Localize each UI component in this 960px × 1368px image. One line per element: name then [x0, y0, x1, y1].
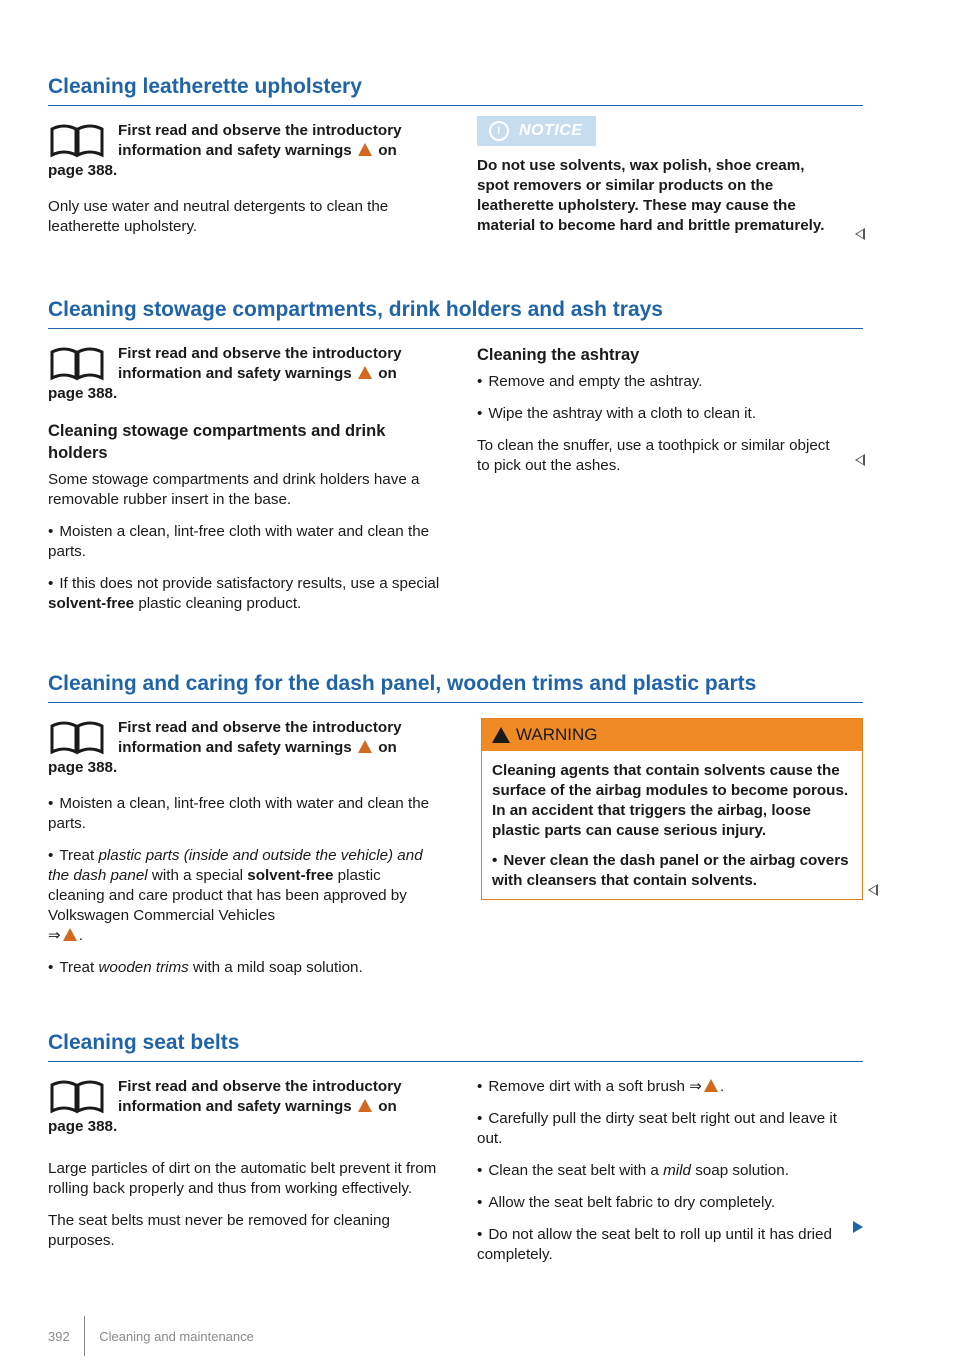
intro-line-2: information and safety warnings [118, 1098, 352, 1115]
list-item [48, 522, 440, 562]
intro-line-2: information and safety warnings [118, 365, 352, 382]
intro-on: on [378, 1098, 397, 1115]
list-item [477, 1193, 865, 1213]
bullet-text: plastic cleaning product. [138, 595, 302, 612]
bullet-text: If this does not provide satisfactory results, use a special [59, 575, 440, 592]
reference-arrow-icon[interactable]: ⇒ [689, 1078, 702, 1095]
intro-on: on [378, 739, 397, 756]
subheading-ashtray: Cleaning the ashtray [477, 346, 640, 364]
warning-label: WARNING [516, 725, 598, 744]
sec2-right-column [477, 344, 865, 488]
bullet-text: Moisten a clean, lint-free cloth with water and clean the parts. [48, 795, 430, 832]
bullet: • [492, 852, 498, 869]
notice-label: NOTICE [519, 122, 583, 139]
bullet-text: with a special [151, 867, 244, 884]
bullet: • [477, 405, 483, 422]
bullet: • [48, 847, 54, 864]
bullet-bold: solvent-free [48, 595, 135, 612]
warning-box [481, 718, 863, 900]
bullet: • [477, 1162, 483, 1179]
bullet: • [477, 373, 483, 390]
list-item [477, 1225, 865, 1265]
list-item [477, 1077, 865, 1097]
page-number: 392 [48, 1328, 70, 1344]
footer-divider [84, 1316, 86, 1356]
bullet: • [48, 795, 54, 812]
sec4-para-2: The seat belts must never be removed for cleaning purposes. [48, 1212, 390, 1249]
end-of-section-icon [855, 454, 865, 466]
notice-badge [477, 116, 596, 146]
book-icon [48, 720, 106, 756]
period: . [78, 927, 83, 944]
sec1-left-column [48, 121, 440, 249]
info-circle-icon: ! [489, 121, 509, 141]
sec4-right-column [477, 1077, 865, 1277]
list-item [48, 794, 440, 834]
bullet: • [477, 1078, 483, 1095]
sec1-text: Only use water and neutral detergents to clean the leatherette upholstery. [48, 198, 389, 235]
intro-on: on [378, 365, 397, 382]
intro-line-1: First read and observe the introductory [118, 1078, 402, 1095]
bullet-text: Clean the seat belt with a [488, 1162, 659, 1179]
warning-triangle-icon [358, 143, 372, 156]
bullet: • [48, 523, 54, 540]
list-item [477, 1161, 865, 1181]
intro-note [48, 1077, 440, 1137]
notice-text: Do not use solvents, wax polish, shoe cream, spot removers or similar products on the leatherette upholstery. These may cause the material to become hard and brittle prematurely. [477, 157, 825, 234]
list-item [477, 372, 865, 392]
book-icon [48, 346, 106, 382]
intro-page-link[interactable]: page 388. [48, 1118, 118, 1135]
bullet: • [48, 575, 54, 592]
warning-header [482, 719, 862, 751]
bullet-text: Remove and empty the ashtray. [488, 373, 703, 390]
intro-page-link[interactable]: page 388. [48, 759, 118, 776]
bullet-text: Do not allow the seat belt to roll up until it has dried completely. [477, 1226, 832, 1263]
footer-section-name: Cleaning and maintenance [99, 1328, 254, 1344]
section-title-leatherette: Cleaning leatherette upholstery [48, 74, 863, 106]
page-footer [48, 1316, 254, 1356]
bullet-text: Remove dirt with a soft brush [488, 1078, 686, 1095]
list-item [48, 574, 440, 614]
intro-note [48, 344, 440, 404]
bullet-text: Wipe the ashtray with a cloth to clean it. [488, 405, 756, 422]
warning-para: Cleaning agents that contain solvents cause the surface of the airbag modules to become porous. In an accident that triggers the airbag, loose plastic parts can cause serious injury. [492, 762, 849, 839]
bullet: • [477, 1110, 483, 1127]
bullet-text: with a mild soap solution. [193, 959, 363, 976]
intro-page-link[interactable]: page 388. [48, 162, 118, 179]
intro-note [48, 121, 440, 181]
end-of-section-icon [868, 884, 878, 896]
bullet-text: soap solution. [695, 1162, 789, 1179]
warning-body [482, 751, 862, 899]
bullet-italic: wooden trims [98, 959, 189, 976]
end-of-section-icon [855, 228, 865, 240]
subheading-stowage: Cleaning stowage compartments and drink holders [48, 422, 386, 462]
bullet-text: plastic cleaning and care product that has been approved by Volkswagen Commercial Vehicles [48, 867, 407, 924]
book-icon [48, 123, 106, 159]
sec3-left-column [48, 718, 440, 990]
warning-triangle-icon [492, 727, 510, 743]
sec2-para-2: To clean the snuffer, use a toothpick or similar object to pick out the ashes. [477, 437, 830, 474]
sec4-left-column [48, 1077, 440, 1263]
warning-triangle-icon [358, 1099, 372, 1112]
list-item [477, 1109, 865, 1149]
bullet-text: Allow the seat belt fabric to dry completely. [488, 1194, 776, 1211]
bullet-text: Carefully pull the dirty seat belt right out and leave it out. [477, 1110, 837, 1147]
continue-next-page-icon[interactable] [853, 1221, 863, 1233]
bullet-text: Treat [59, 959, 95, 976]
intro-line-2: information and safety warnings [118, 739, 352, 756]
sec4-para-1: Large particles of dirt on the automatic belt prevent it from rolling back properly and thus from working effectively. [48, 1160, 437, 1197]
reference-arrow-icon[interactable]: ⇒ [48, 927, 61, 944]
warning-triangle-icon [358, 366, 372, 379]
section-title-stowage: Cleaning stowage compartments, drink holders and ash trays [48, 297, 863, 329]
intro-on: on [378, 142, 397, 159]
section-title-dash-panel: Cleaning and caring for the dash panel, wooden trims and plastic parts [48, 671, 863, 703]
bullet-text: Never clean the dash panel or the airbag covers with cleansers that contain solvents. [492, 852, 849, 889]
list-item [48, 958, 440, 978]
bullet-bold: solvent-free [247, 867, 334, 884]
intro-line-1: First read and observe the introductory [118, 345, 402, 362]
list-item [492, 851, 852, 891]
intro-note [48, 718, 440, 778]
bullet-text: Moisten a clean, lint-free cloth with water and clean the parts. [48, 523, 430, 560]
intro-line-1: First read and observe the introductory [118, 122, 402, 139]
section-title-seat-belts: Cleaning seat belts [48, 1030, 863, 1062]
bullet-text: Treat [59, 847, 95, 864]
warning-triangle-icon[interactable] [63, 928, 77, 941]
intro-line-2: information and safety warnings [118, 142, 352, 159]
bullet: • [48, 959, 54, 976]
list-item [477, 404, 865, 424]
sec2-para-1: Some stowage compartments and drink holders have a removable rubber insert in the base. [48, 471, 420, 508]
bullet: • [477, 1226, 483, 1243]
bullet-italic: mild [663, 1162, 691, 1179]
sec2-left-column [48, 344, 440, 626]
bullet-italic: plastic parts (inside and outside the vehicle) and the dash panel [48, 847, 423, 884]
intro-page-link[interactable]: page 388. [48, 385, 118, 402]
period: . [719, 1078, 725, 1095]
bullet: • [477, 1194, 483, 1211]
warning-triangle-icon[interactable] [704, 1079, 718, 1092]
book-icon [48, 1079, 106, 1115]
sec1-right-column [477, 116, 865, 248]
intro-line-1: First read and observe the introductory [118, 719, 402, 736]
list-item [48, 846, 440, 946]
warning-triangle-icon [358, 740, 372, 753]
